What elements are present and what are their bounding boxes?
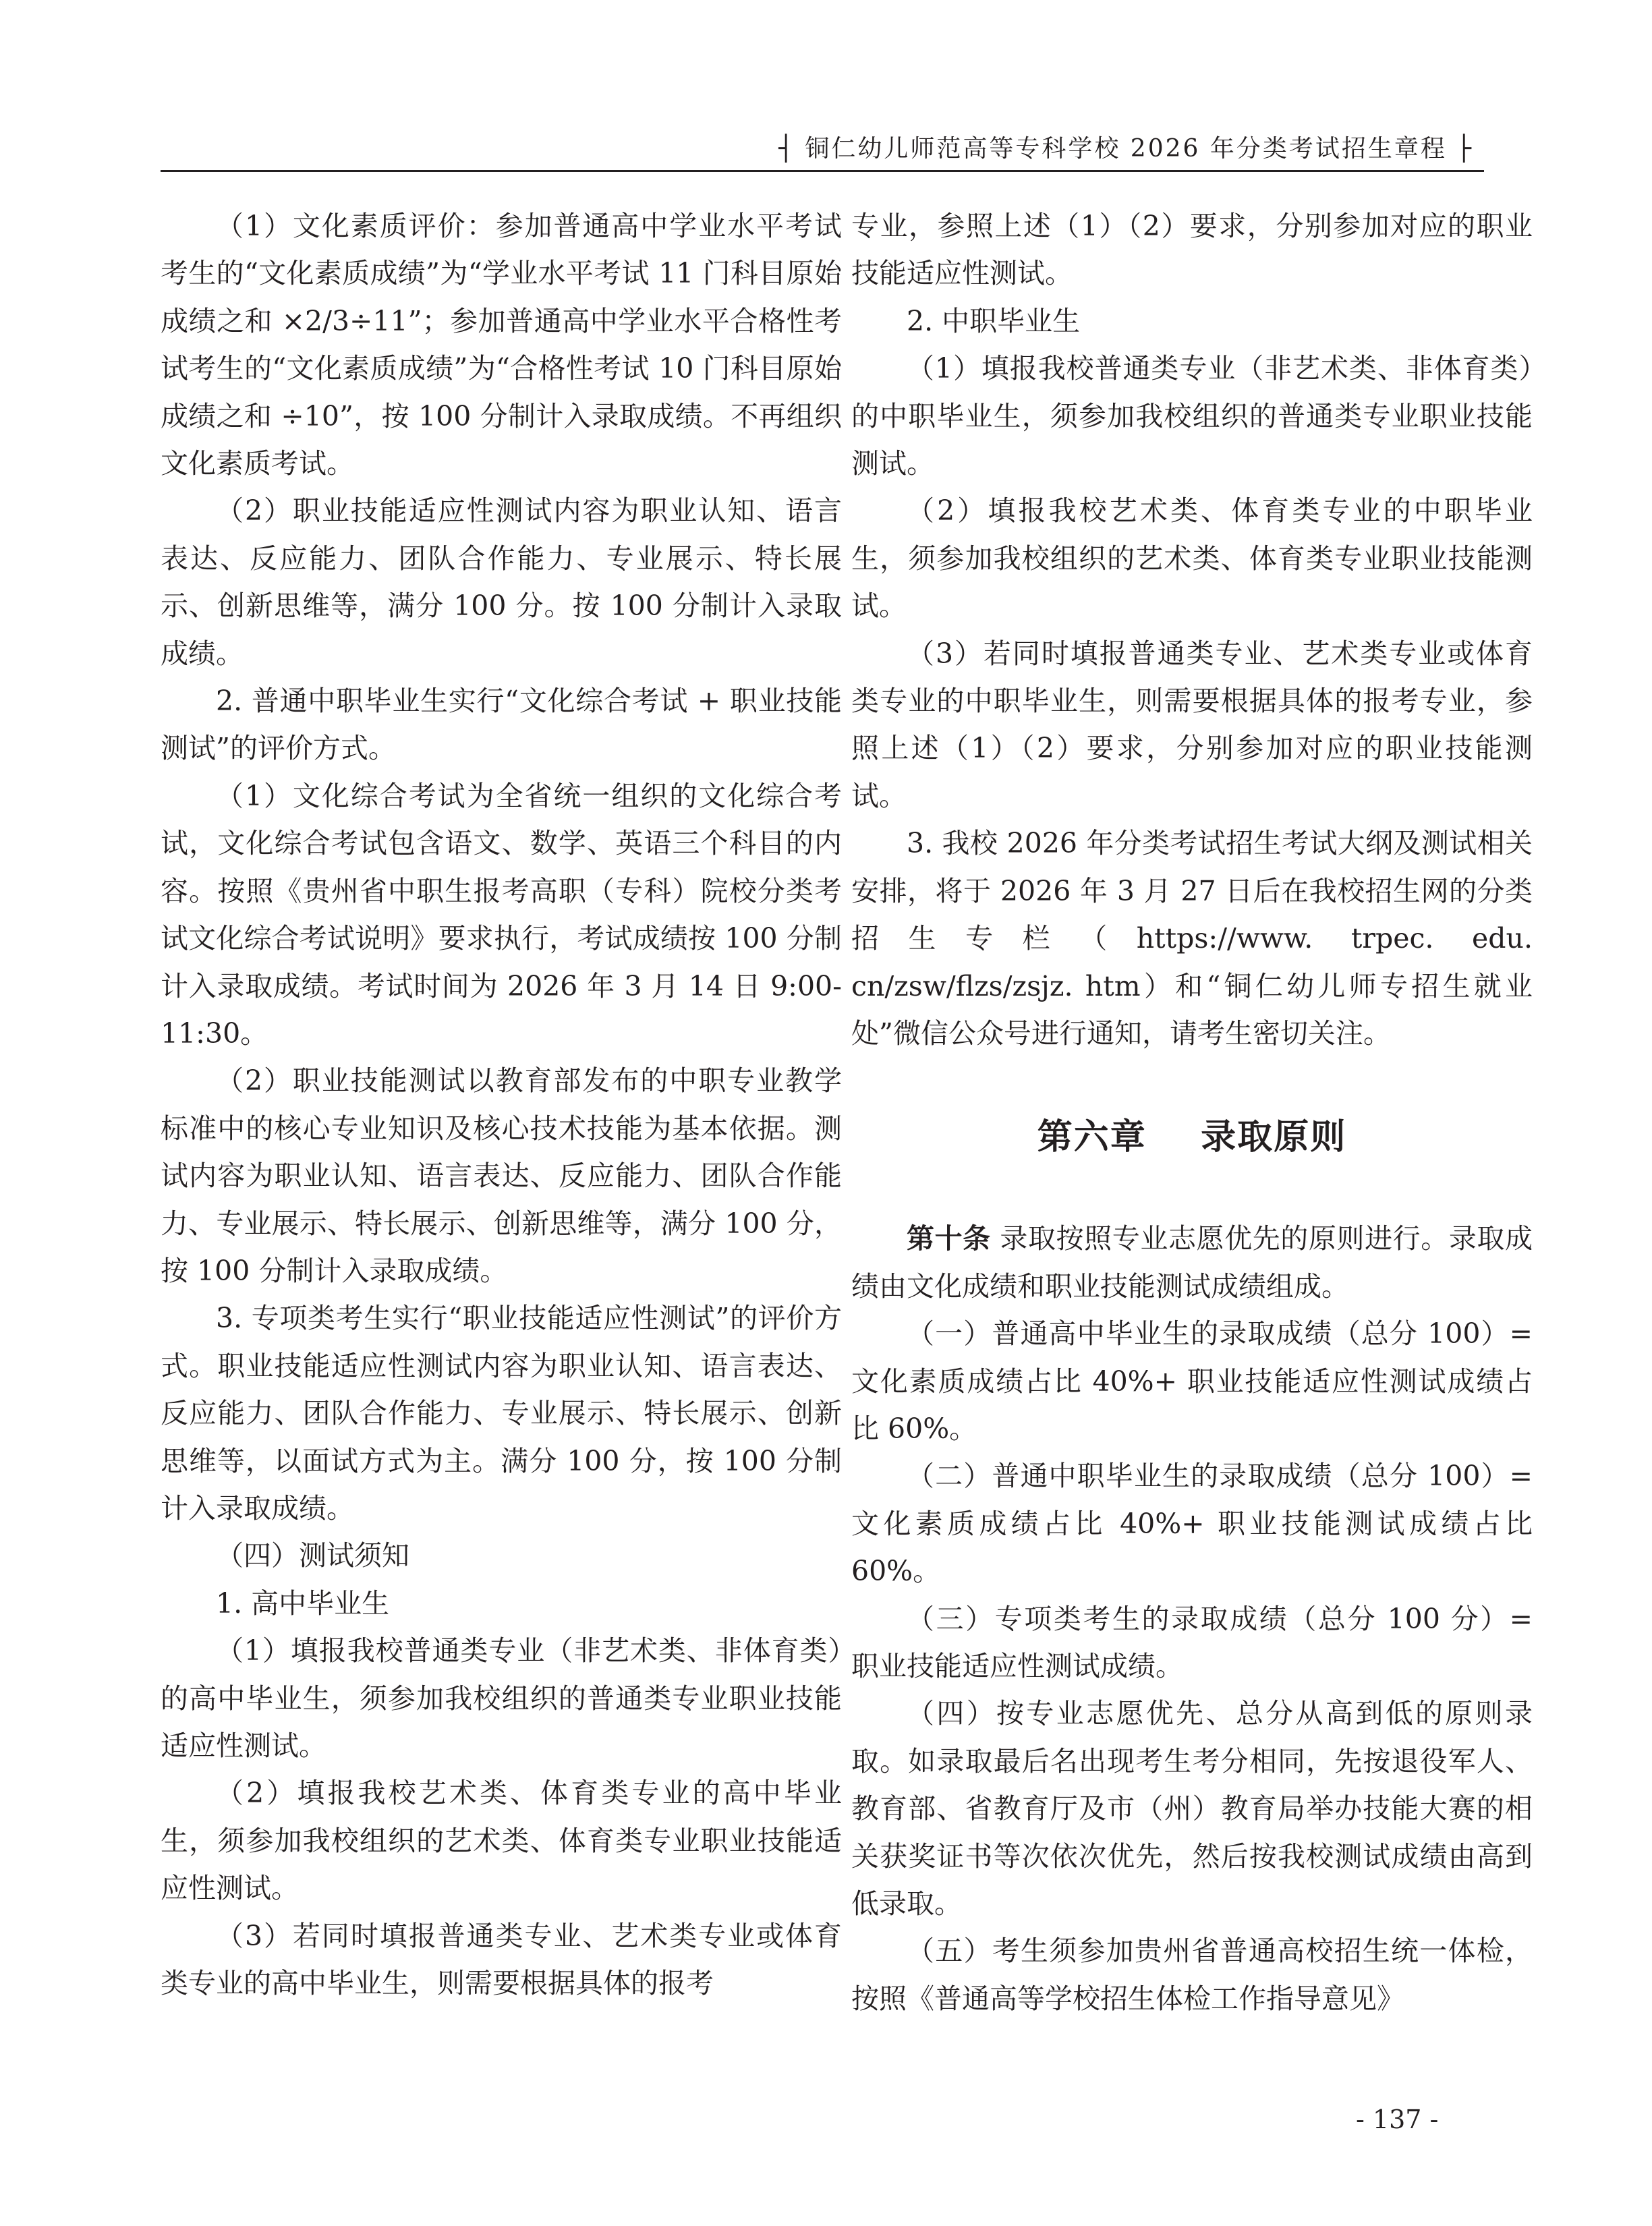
paragraph: （2）职业技能适应性测试内容为职业认知、语言表达、反应能力、团队合作能力、专业展示、特长展示、创新思维等，满分 100 分。按 100 分制计入录取成绩。 [161, 494, 842, 670]
paragraph: （三）专项类考生的录取成绩（总分 100 分）= 职业技能适应性测试成绩。 [851, 1602, 1533, 1682]
paragraph: （1）填报我校普通类专业（非艺术类、非体育类）的高中毕业生，须参加我校组织的普通类专业职业技能适应性测试。 [161, 1634, 842, 1762]
paragraph: （2）填报我校艺术类、体育类专业的高中毕业生，须参加我校组织的艺术类、体育类专业职业技能适应性测试。 [161, 1777, 842, 1905]
paragraph: （1）文化综合考试为全省统一组织的文化综合考试，文化综合考试包含语文、数学、英语三个科目的内容。按照《贵州省中职生报考高职（专科）院校分类考试文化综合考试说明》要求执行，考试成绩按 100 分制计入录取成绩。考试时间为 2026 年 3 月 14 日 9:00-11:30。 [161, 779, 842, 1050]
paragraph: （1）文化素质评价：参加普通高中学业水平考试考生的“文化素质成绩”为“学业水平考试 11 门科目原始成绩之和 ×2/3÷11”；参加普通高中学业水平合格性考试考生的“文化素质成绩”为“合格性考试 10 门科目原始成绩之和 ÷10”，按 100 分制计入录取成绩。不再组织文化素质考试。 [161, 210, 842, 480]
running-header [161, 113, 1484, 172]
paragraph: （2）填报我校艺术类、体育类专业的中职毕业生，须参加我校组织的艺术类、体育类专业职业技能测试。 [851, 494, 1533, 623]
paragraph: （3）若同时填报普通类专业、艺术类专业或体育类专业的中职毕业生，则需要根据具体的报考专业，参照上述（1）（2）要求，分别参加对应的职业技能测试。 [851, 637, 1533, 812]
paragraph: （1）填报我校普通类专业（非艺术类、非体育类）的中职毕业生，须参加我校组织的普通类专业职业技能测试。 [851, 352, 1533, 480]
paragraph: （一）普通高中毕业生的录取成绩（总分 100）= 文化素质成绩占比 40%+ 职业技能适应性测试成绩占比 60%。 [851, 1317, 1533, 1445]
subsection-heading: 2. 中职毕业生 [907, 304, 1081, 337]
paragraph: （五）考生须参加贵州省普通高校招生统一体检，按照《普通高等学校招生体检工作指导意见》 [851, 1935, 1533, 2015]
section-heading: （四）测试须知 [216, 1539, 409, 1572]
chapter-title: 第六章 录取原则 [1037, 1117, 1347, 1158]
paragraph: 3. 我校 2026 年分类考试招生考试大纲及测试相关安排，将于 2026 年 3 月 27 日后在我校招生网的分类招生专栏（https://www. trpec. edu. cn/zsw/flzs/zsjz. htm）和“铜仁幼儿师专招生就业处”微信公众号进行通知，请考生密切关注。 [851, 827, 1533, 1050]
paragraph-continued: 专业，参照上述（1）（2）要求，分别参加对应的职业技能适应性测试。 [851, 210, 1533, 290]
right-column [851, 202, 1533, 2022]
article-text: 录取按照专业志愿优先的原则进行。录取成绩由文化成绩和职业技能测试成绩组成。 [851, 1222, 1533, 1303]
paragraph: 2. 普通中职毕业生实行“文化综合考试 + 职业技能测试”的评价方式。 [161, 685, 842, 765]
paragraph: 3. 专项类考生实行“职业技能适应性测试”的评价方式。职业技能适应性测试内容为职业认知、语言表达、反应能力、团队合作能力、专业展示、特长展示、创新思维等，以面试方式为主。满分 100 分，按 100 分制计入录取成绩。 [161, 1302, 842, 1524]
page-number: - 137 - [1356, 2105, 1439, 2134]
article-label: 第十条 [907, 1222, 991, 1255]
left-column [161, 202, 842, 2007]
article-paragraph [851, 1215, 1533, 1310]
paragraph: （四）按专业志愿优先、总分从高到低的原则录取。如录取最后名出现考生考分相同，先按退役军人、教育部、省教育厅及市（州）教育局举办技能大赛的相关获奖证书等次依次优先，然后按我校测试成绩由高到低录取。 [851, 1697, 1533, 1920]
paragraph: （3）若同时填报普通类专业、艺术类专业或体育类专业的高中毕业生，则需要根据具体的报考 [161, 1919, 842, 2000]
paragraph: （2）职业技能测试以教育部发布的中职专业教学标准中的核心专业知识及核心技术技能为基本依据。测试内容为职业认知、语言表达、反应能力、团队合作能力、专业展示、特长展示、创新思维等，满分 100 分，按 100 分制计入录取成绩。 [161, 1064, 842, 1287]
paragraph: （二）普通中职毕业生的录取成绩（总分 100）= 文化素质成绩占比 40%+ 职业技能测试成绩占比 60%。 [851, 1460, 1533, 1588]
header-title: ┤ 铜仁幼儿师范高等专科学校 2026 年分类考试招生章程 ├ [778, 135, 1473, 163]
subsection-heading: 1. 高中毕业生 [216, 1587, 390, 1620]
